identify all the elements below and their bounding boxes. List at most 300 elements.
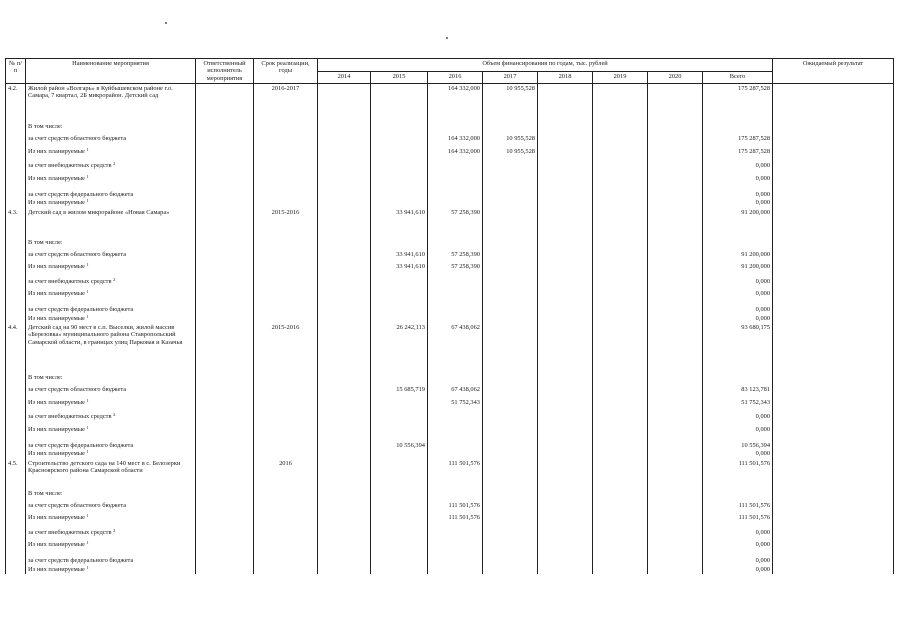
source-label <box>26 315 196 323</box>
source-label-text: Из них планируемые <box>28 425 85 433</box>
table-cell <box>196 481 254 498</box>
table-cell <box>254 315 318 323</box>
table-cell <box>254 549 318 565</box>
row-value: 67 438,062 <box>428 323 483 365</box>
footnote-mark: 2 <box>113 161 116 167</box>
row-total: 175 287,528 <box>703 84 773 115</box>
row-value: 57 258,390 <box>428 247 483 259</box>
table-row <box>6 144 894 156</box>
table-row <box>6 247 894 259</box>
row-value <box>538 407 593 421</box>
row-value <box>483 422 538 434</box>
table-cell <box>773 315 894 323</box>
row-value <box>593 382 648 394</box>
source-label <box>26 566 196 574</box>
row-value <box>648 382 703 394</box>
row-value <box>593 84 648 115</box>
table-cell <box>254 171 318 183</box>
source-label-text: за счет средств областного бюджета <box>28 386 127 394</box>
table-cell <box>773 259 894 271</box>
source-label-text: за счет средств федерального бюджета <box>28 190 134 198</box>
row-value <box>483 171 538 183</box>
table-cell <box>196 131 254 143</box>
row-value <box>648 407 703 421</box>
table-row <box>6 395 894 407</box>
table-row <box>6 566 894 574</box>
row-title: Детский сад в жилом микрорайоне «Новая Самара» <box>26 208 196 230</box>
footnote-mark: 1 <box>86 262 89 268</box>
row-value: 15 685,719 <box>371 382 428 394</box>
table-cell <box>254 144 318 156</box>
table-row <box>6 481 894 498</box>
row-responsible <box>196 459 254 481</box>
row-value <box>318 382 371 394</box>
table-cell <box>6 286 26 298</box>
table-cell <box>648 481 703 498</box>
row-value <box>593 407 648 421</box>
row-value <box>593 450 648 458</box>
table-cell <box>483 114 538 131</box>
table-cell <box>196 286 254 298</box>
table-row <box>6 259 894 271</box>
source-label-text: Из них планируемые <box>28 263 85 271</box>
row-value <box>318 537 371 549</box>
row-value <box>648 84 703 115</box>
table-cell <box>773 395 894 407</box>
row-value <box>648 549 703 565</box>
table-cell <box>6 510 26 522</box>
table-cell <box>6 498 26 510</box>
row-total: 91 200,000 <box>703 247 773 259</box>
row-value <box>648 247 703 259</box>
row-value <box>371 510 428 522</box>
table-cell <box>196 450 254 458</box>
table-cell <box>254 199 318 207</box>
scan-speck <box>446 37 448 39</box>
row-value <box>648 183 703 199</box>
table-cell <box>196 395 254 407</box>
row-value <box>428 171 483 183</box>
source-label-text: за счет внебюджетных средств <box>28 413 112 421</box>
table-cell <box>428 230 483 247</box>
row-value <box>483 286 538 298</box>
table-cell <box>196 365 254 382</box>
row-value <box>593 498 648 510</box>
row-value <box>593 156 648 170</box>
row-value <box>648 272 703 286</box>
table-row <box>6 171 894 183</box>
row-title: Строительство детского сада на 140 мест в с. Белозерки Красноярского района Самарской области <box>26 459 196 481</box>
row-value <box>648 395 703 407</box>
table-cell <box>254 523 318 537</box>
table-cell <box>254 481 318 498</box>
source-label <box>26 259 196 271</box>
row-total: 175 287,528 <box>703 131 773 143</box>
table-row <box>6 407 894 421</box>
row-value <box>648 131 703 143</box>
table-cell <box>773 434 894 450</box>
row-value <box>428 422 483 434</box>
table-cell <box>6 259 26 271</box>
table-cell <box>196 434 254 450</box>
row-value <box>483 298 538 314</box>
row-value <box>538 84 593 115</box>
source-label-text: Из них планируемые <box>28 450 85 458</box>
row-value <box>318 144 371 156</box>
incl-label: В том числе: <box>26 230 196 247</box>
table-cell <box>483 481 538 498</box>
row-responsible <box>196 84 254 115</box>
scan-speck <box>165 22 167 24</box>
table-row <box>6 365 894 382</box>
row-value: 67 438,062 <box>428 382 483 394</box>
row-value <box>483 523 538 537</box>
row-value <box>538 450 593 458</box>
row-value: 33 941,610 <box>371 247 428 259</box>
row-value <box>593 323 648 365</box>
row-total: 51 752,343 <box>703 395 773 407</box>
table-cell <box>6 549 26 565</box>
table-cell <box>6 450 26 458</box>
row-value <box>371 459 428 481</box>
table-cell <box>196 498 254 510</box>
row-value <box>428 298 483 314</box>
row-value: 10 556,394 <box>371 434 428 450</box>
row-value <box>538 208 593 230</box>
table-cell <box>196 171 254 183</box>
table-cell <box>773 272 894 286</box>
footnote-mark: 1 <box>86 173 89 179</box>
row-total: 83 123,781 <box>703 382 773 394</box>
row-value <box>318 272 371 286</box>
table-cell <box>6 183 26 199</box>
table-cell <box>196 183 254 199</box>
row-value: 26 242,113 <box>371 323 428 365</box>
table-cell <box>773 422 894 434</box>
row-value: 164 332,000 <box>428 144 483 156</box>
source-label <box>26 183 196 199</box>
table-cell <box>773 230 894 247</box>
table-cell <box>773 407 894 421</box>
table-cell <box>773 199 894 207</box>
table-cell <box>254 259 318 271</box>
table-row <box>6 272 894 286</box>
row-value <box>538 259 593 271</box>
table-cell <box>6 422 26 434</box>
footnote-mark: 1 <box>86 449 89 455</box>
table-row <box>6 208 894 230</box>
table-cell <box>6 365 26 382</box>
row-value <box>371 199 428 207</box>
table-cell <box>6 272 26 286</box>
row-value: 10 955,528 <box>483 84 538 115</box>
table-cell <box>196 523 254 537</box>
table-cell <box>648 114 703 131</box>
col-name: Наименование мероприятия <box>26 59 196 84</box>
row-value <box>428 156 483 170</box>
row-value <box>371 498 428 510</box>
row-value <box>538 171 593 183</box>
row-value <box>371 407 428 421</box>
table-cell <box>773 481 894 498</box>
table-cell <box>593 114 648 131</box>
row-value <box>428 272 483 286</box>
table-cell <box>648 365 703 382</box>
row-value <box>483 208 538 230</box>
row-total: 0,000 <box>703 199 773 207</box>
row-value <box>593 549 648 565</box>
row-total: 0,000 <box>703 156 773 170</box>
row-value <box>538 272 593 286</box>
source-label-text: Из них планируемые <box>28 174 85 182</box>
table-cell <box>6 523 26 537</box>
col-result: Ожидаемый результат <box>773 59 894 84</box>
row-value <box>371 171 428 183</box>
table-row <box>6 523 894 537</box>
source-label-text: за счет средств областного бюджета <box>28 135 127 143</box>
row-value <box>318 498 371 510</box>
table-cell <box>703 365 773 382</box>
row-value <box>538 395 593 407</box>
table-cell <box>773 510 894 522</box>
row-value <box>318 510 371 522</box>
table-cell <box>371 114 428 131</box>
source-label-text: Из них планируемые <box>28 514 85 522</box>
incl-label: В том числе: <box>26 481 196 498</box>
row-value <box>593 272 648 286</box>
source-label <box>26 156 196 170</box>
row-value: 57 258,390 <box>428 208 483 230</box>
row-value <box>483 382 538 394</box>
row-value <box>318 84 371 115</box>
row-total: 0,000 <box>703 566 773 574</box>
row-value <box>483 183 538 199</box>
col-year: 2018 <box>538 71 593 84</box>
row-value <box>648 286 703 298</box>
table-cell <box>773 183 894 199</box>
source-label <box>26 549 196 565</box>
row-value <box>648 450 703 458</box>
row-value <box>538 156 593 170</box>
row-value <box>371 395 428 407</box>
table-cell <box>254 156 318 170</box>
row-value <box>648 537 703 549</box>
row-value <box>593 183 648 199</box>
row-value <box>318 199 371 207</box>
table-row <box>6 114 894 131</box>
table-cell <box>196 199 254 207</box>
table-cell <box>254 566 318 574</box>
row-value <box>318 549 371 565</box>
row-value <box>593 298 648 314</box>
table-cell <box>483 230 538 247</box>
source-label <box>26 498 196 510</box>
table-cell <box>196 144 254 156</box>
row-value <box>593 247 648 259</box>
table-row <box>6 84 894 115</box>
table-cell <box>6 298 26 314</box>
row-value <box>318 156 371 170</box>
table-cell <box>318 481 371 498</box>
row-total: 91 200,000 <box>703 208 773 230</box>
row-value <box>318 315 371 323</box>
row-value <box>428 407 483 421</box>
table-row <box>6 549 894 565</box>
table-cell <box>196 259 254 271</box>
row-responsible <box>196 323 254 365</box>
row-value <box>593 422 648 434</box>
row-value: 111 501,576 <box>428 498 483 510</box>
source-label <box>26 272 196 286</box>
row-value: 33 941,610 <box>371 208 428 230</box>
row-value <box>483 199 538 207</box>
table-cell <box>6 247 26 259</box>
row-value <box>538 382 593 394</box>
row-value <box>428 183 483 199</box>
row-value <box>318 523 371 537</box>
table-cell <box>318 114 371 131</box>
row-value <box>483 259 538 271</box>
row-value <box>318 407 371 421</box>
row-value <box>593 434 648 450</box>
footnote-mark: 1 <box>86 397 89 403</box>
source-label <box>26 199 196 207</box>
row-value <box>483 323 538 365</box>
source-label <box>26 131 196 143</box>
row-value <box>483 315 538 323</box>
table-cell <box>254 407 318 421</box>
table-cell <box>773 114 894 131</box>
source-label-text: Из них планируемые <box>28 541 85 549</box>
table-row <box>6 230 894 247</box>
row-value <box>318 459 371 481</box>
col-funding: Объем финансирования по годам, тыс. рублей <box>318 59 773 72</box>
table-cell <box>254 365 318 382</box>
row-value <box>648 498 703 510</box>
row-value <box>483 156 538 170</box>
table-cell <box>703 481 773 498</box>
row-total: 0,000 <box>703 523 773 537</box>
row-total: 0,000 <box>703 272 773 286</box>
row-value <box>648 434 703 450</box>
row-value <box>593 459 648 481</box>
row-value <box>318 566 371 574</box>
row-value <box>538 183 593 199</box>
row-value <box>371 537 428 549</box>
row-value <box>593 537 648 549</box>
row-value <box>648 323 703 365</box>
row-value <box>593 510 648 522</box>
table-cell <box>254 450 318 458</box>
row-value <box>428 549 483 565</box>
row-value <box>318 247 371 259</box>
row-value <box>648 208 703 230</box>
source-label <box>26 395 196 407</box>
col-year: 2017 <box>483 71 538 84</box>
row-term: 2015-2016 <box>254 323 318 365</box>
row-term: 2016-2017 <box>254 84 318 115</box>
table-row <box>6 422 894 434</box>
table-cell <box>254 537 318 549</box>
source-label <box>26 286 196 298</box>
row-value: 51 752,343 <box>428 395 483 407</box>
table-cell <box>196 247 254 259</box>
table-cell <box>773 523 894 537</box>
table-cell <box>254 272 318 286</box>
table-row <box>6 382 894 394</box>
table-cell <box>773 298 894 314</box>
table-cell <box>371 230 428 247</box>
table-cell <box>371 365 428 382</box>
table-cell <box>773 171 894 183</box>
table-cell <box>773 156 894 170</box>
row-total: 93 680,175 <box>703 323 773 365</box>
row-total: 0,000 <box>703 450 773 458</box>
row-value <box>538 537 593 549</box>
table-body <box>6 84 894 575</box>
row-value <box>371 144 428 156</box>
source-label-text: Из них планируемые <box>28 199 85 207</box>
row-value <box>648 566 703 574</box>
source-label-text: за счет внебюджетных средств <box>28 162 112 170</box>
row-value <box>538 247 593 259</box>
source-label <box>26 144 196 156</box>
source-label <box>26 298 196 314</box>
col-year: 2015 <box>371 71 428 84</box>
col-year: 2014 <box>318 71 371 84</box>
table-cell <box>6 537 26 549</box>
row-value: 10 955,528 <box>483 131 538 143</box>
row-title: Детский сад на 90 мест в с.п. Выселки, жилой массив «Березовка» муниципального района Ставропольский Самарской области, в границах улиц Парковая и Казачья <box>26 323 196 365</box>
col-year: 2020 <box>648 71 703 84</box>
table-cell <box>6 199 26 207</box>
table-row <box>6 498 894 510</box>
source-label-text: за счет средств областного бюджета <box>28 501 127 509</box>
row-total: 111 501,576 <box>703 459 773 481</box>
row-value <box>593 259 648 271</box>
table-cell <box>6 407 26 421</box>
row-value <box>483 247 538 259</box>
table-cell <box>648 230 703 247</box>
table-cell <box>196 510 254 522</box>
table-cell <box>773 131 894 143</box>
row-total: 111 501,576 <box>703 498 773 510</box>
table-row <box>6 323 894 365</box>
table-cell <box>593 481 648 498</box>
table-row <box>6 156 894 170</box>
table-cell <box>254 286 318 298</box>
header-row <box>6 59 894 72</box>
row-value <box>428 566 483 574</box>
row-value <box>593 315 648 323</box>
row-total: 10 556,394 <box>703 434 773 450</box>
footnote-mark: 2 <box>113 527 116 533</box>
row-value <box>538 510 593 522</box>
source-label <box>26 523 196 537</box>
row-value <box>428 199 483 207</box>
table-cell <box>773 498 894 510</box>
table-cell <box>371 481 428 498</box>
row-value <box>318 298 371 314</box>
row-value <box>648 259 703 271</box>
row-value <box>483 407 538 421</box>
row-value <box>538 566 593 574</box>
row-value <box>371 549 428 565</box>
table-cell <box>254 183 318 199</box>
table-cell <box>196 298 254 314</box>
footnote-mark: 1 <box>86 424 89 430</box>
row-value <box>371 286 428 298</box>
